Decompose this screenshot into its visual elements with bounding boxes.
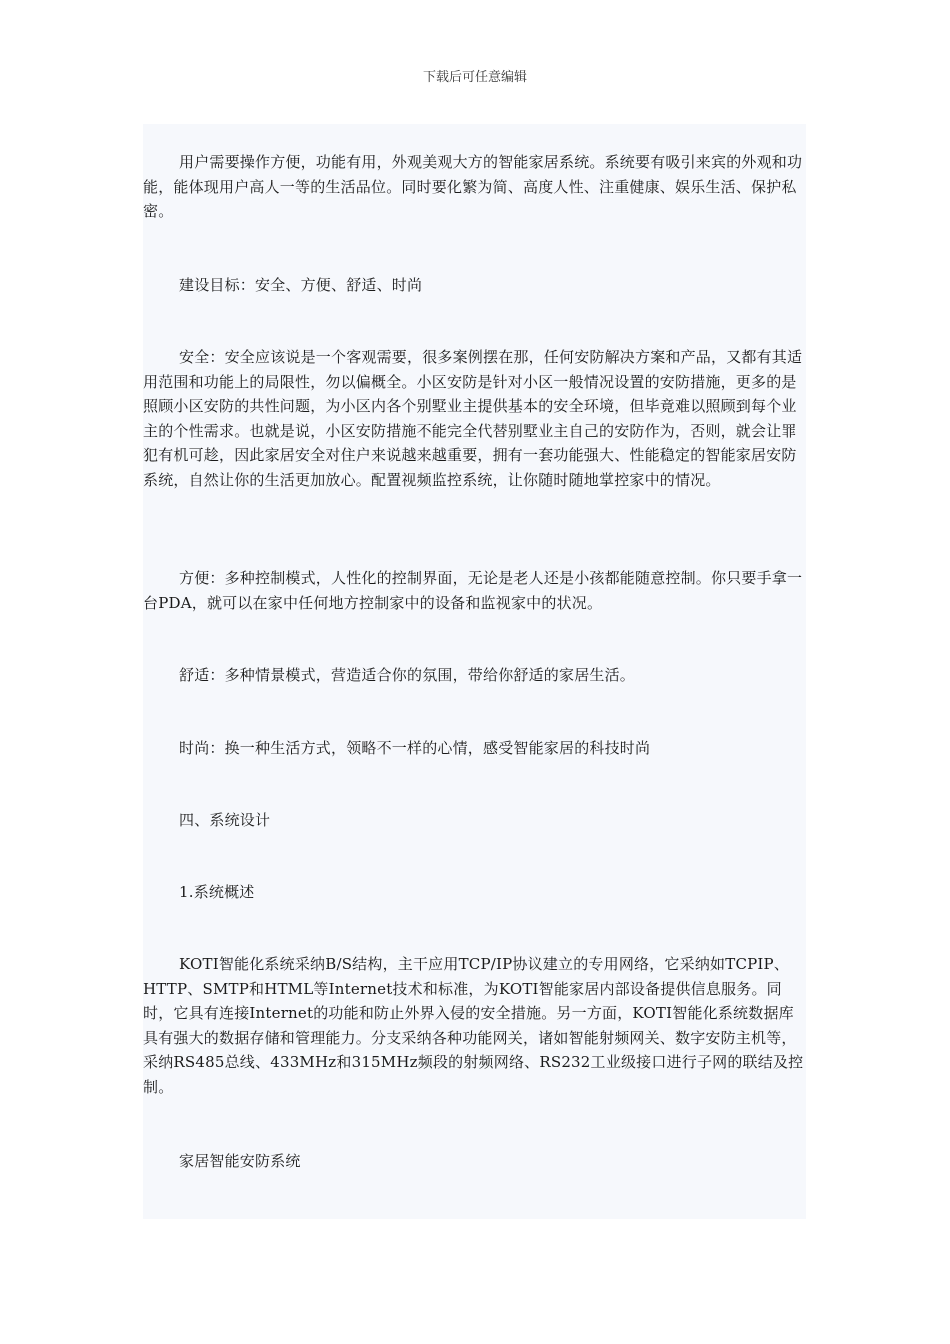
subsection-heading: 1.系统概述 — [179, 883, 255, 901]
paragraph-user-needs: 用户需要操作方便，功能有用，外观美观大方的智能家居系统。系统要有吸引来宾的外观和功能，能体现用户高人一等的生活品位。同时要化繁为简、高度人性、注重健康、娱乐生活、保护私密。 — [143, 153, 803, 220]
paragraph-overview: KOTI智能化系统采纳B/S结构，主干应用TCP/IP协议建立的专用网络，它采纳如TCPIP、HTTP、SMTP和HTML等Internet技术和标准，为KOTI智能家居内部设备提供信息服务。同时，它具有连接Internet的功能和防止外界入侵的安全措施。另一方面，KOTI智能化系统数据库具有强大的数据存储和管理能力。分支采纳各种功能网关，诸如智能射频网关、数字安防主机等，采纳RS485总线、433MHz和315MHz频段的射频网络、RS232工业级接口进行子网的联结及控制。 — [143, 955, 804, 1096]
paragraph-safety: 安全：安全应该说是一个客观需要，很多案例摆在那，任何安防解决方案和产品，又都有其适用范围和功能上的局限性，勿以偏概全。小区安防是针对小区一般情况设置的安防措施，更多的是照顾小区安防的共性问题，为小区内各个别墅业主提供基本的安全环境，但毕竟难以照顾到每个业主的个性需求。也就是说，小区安防措施不能完全代替别墅业主自己的安防作为，否则，就会让罪犯有机可趁，因此家居安全对住户来说越来越重要，拥有一套功能强大、性能稳定的智能家居安防系统，自然让你的生活更加放心。配置视频监控系统，让你随时随地掌控家中的情况。 — [143, 348, 803, 489]
paragraph-comfort: 舒适：多种情景模式，营造适合你的氛围，带给你舒适的家居生活。 — [179, 666, 636, 684]
paragraph-goals: 建设目标：安全、方便、舒适、时尚 — [179, 276, 423, 294]
section-heading: 四、系统设计 — [179, 811, 271, 829]
page-header: 下载后可任意编辑 — [422, 70, 527, 85]
paragraph-convenience: 方便：多种控制模式，人性化的控制界面，无论是老人还是小孩都能随意控制。你只要手拿一台PDA，就可以在家中任何地方控制家中的设备和监视家中的状况。 — [143, 569, 803, 612]
paragraph-fashion: 时尚：换一种生活方式，领略不一样的心情，感受智能家居的科技时尚 — [179, 739, 651, 757]
subsection-security-title: 家居智能安防系统 — [179, 1152, 301, 1170]
